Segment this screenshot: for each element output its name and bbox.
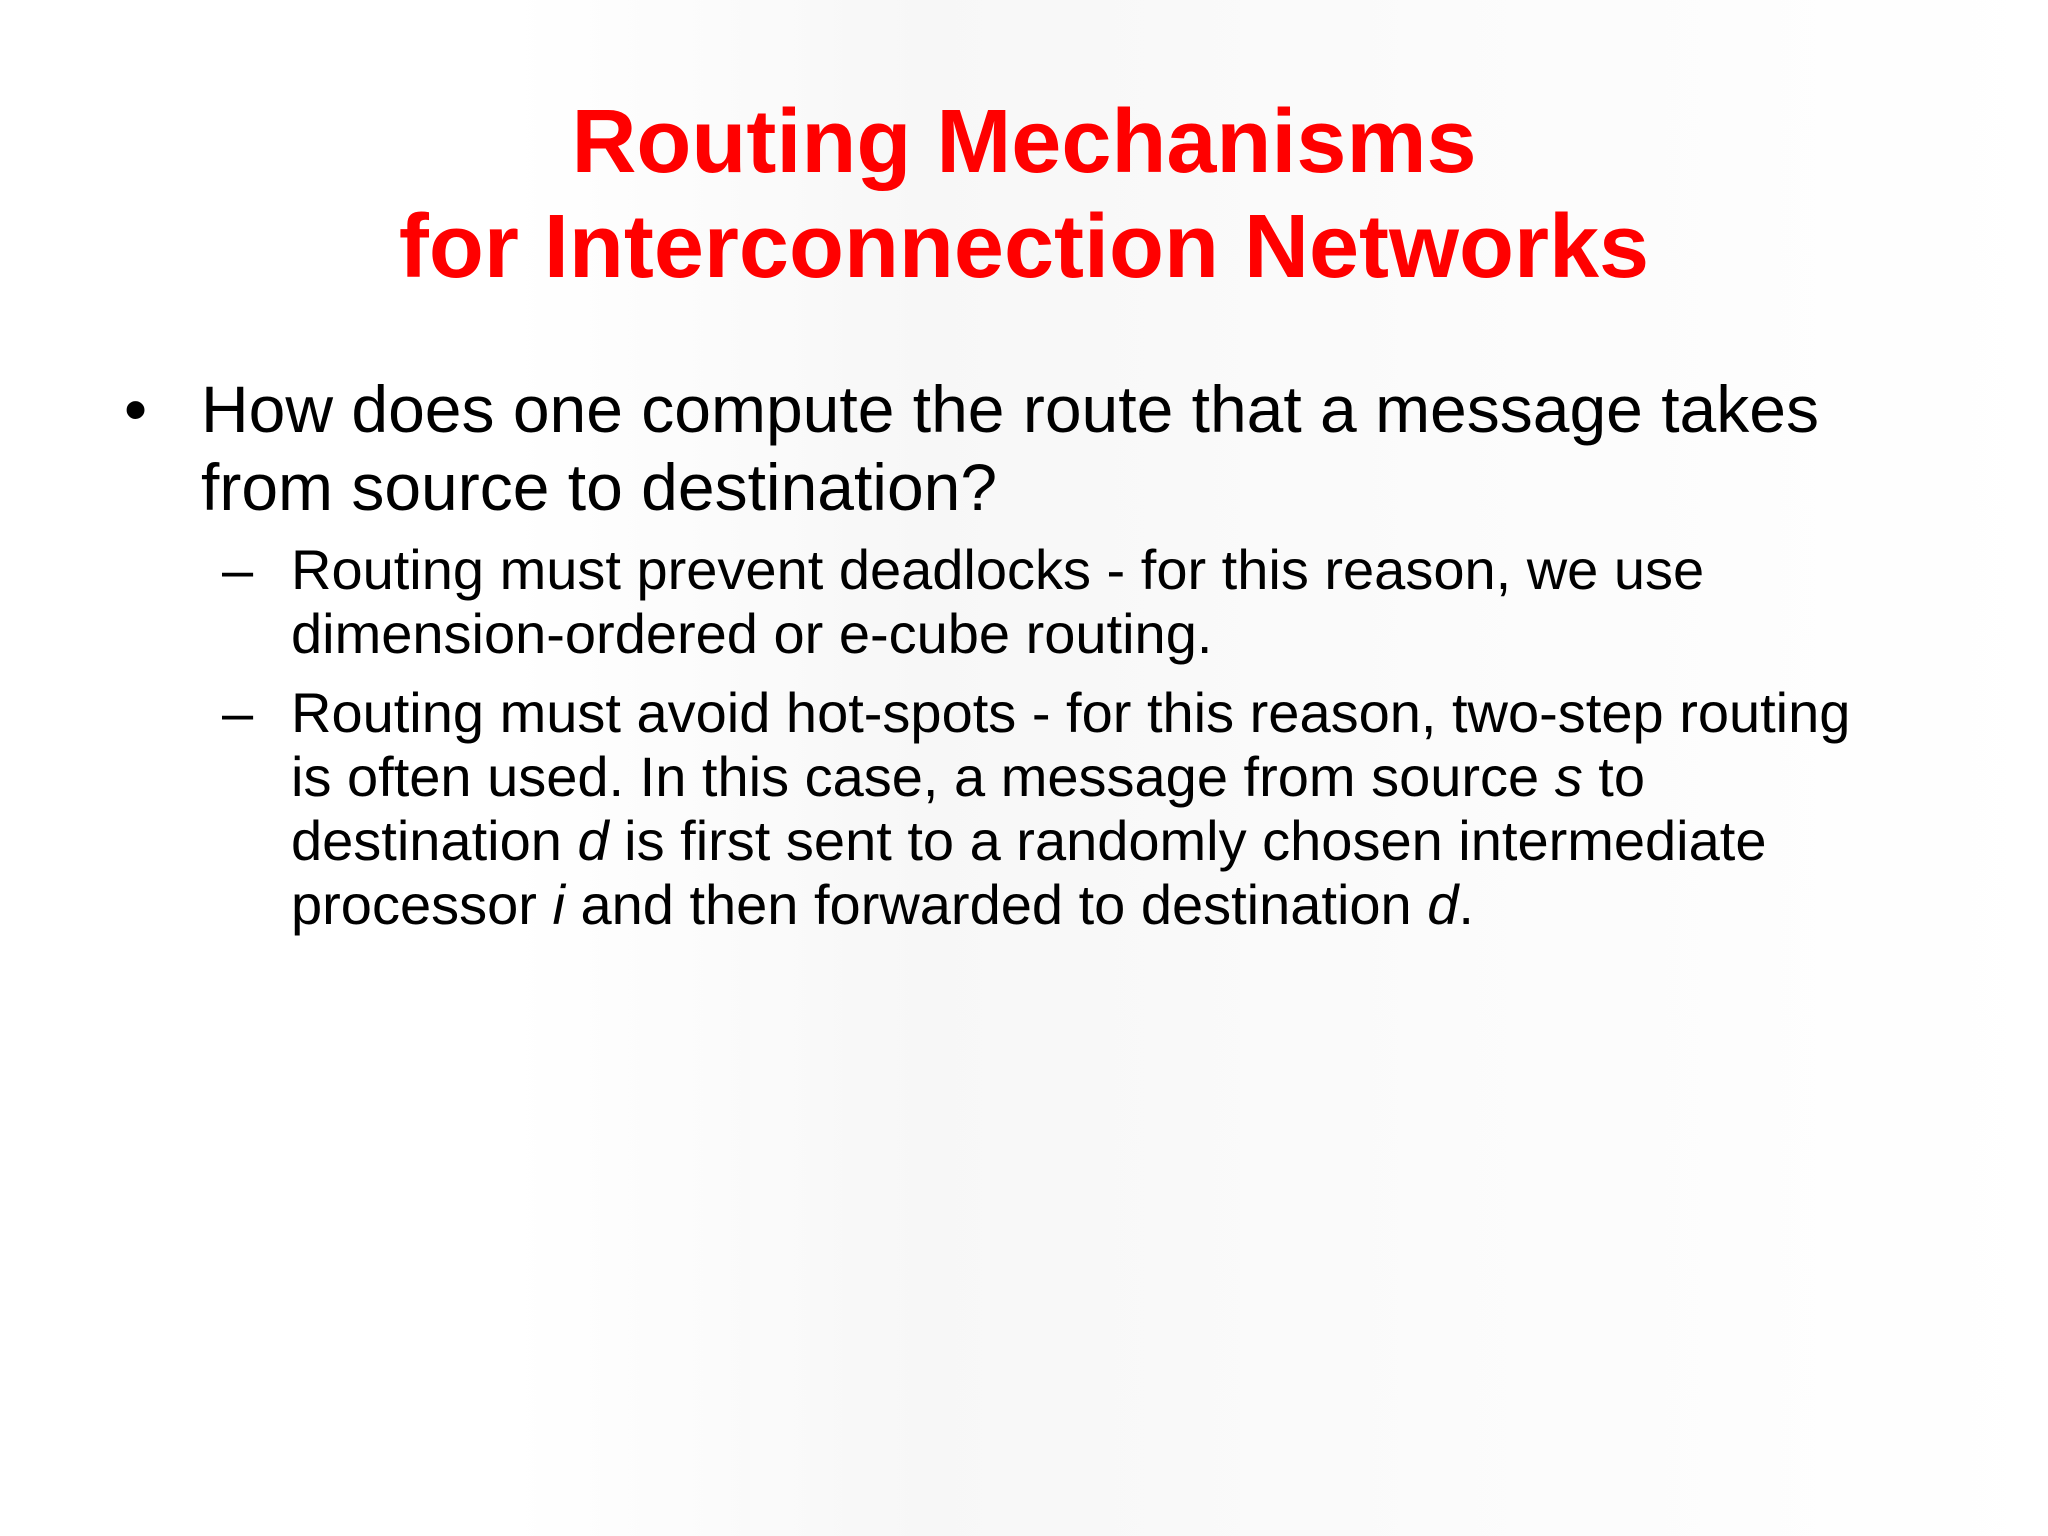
variable-d: d [1427, 873, 1459, 936]
sub-bullet-text [291, 681, 1991, 937]
main-bullet-text [201, 370, 1941, 526]
sub-bullet-line [291, 873, 1991, 937]
main-bullet-line-2: from source to destination? [201, 450, 998, 524]
text-run: and then forwarded to destination [564, 873, 1428, 936]
text-run: to [1582, 745, 1645, 808]
text-run: processor [291, 873, 553, 936]
text-run: destination [291, 809, 578, 872]
sub-bullet-line: Routing must avoid hot-spots - for this reason, two-step routing [291, 681, 1851, 744]
sub-bullet-marker: – [222, 538, 254, 601]
slide-title-line-1: Routing Mechanisms [571, 92, 1477, 192]
sub-bullet-marker: – [222, 681, 254, 744]
sub-bullet-text [291, 538, 1991, 666]
variable-d: d [577, 809, 609, 872]
text-run: is first sent to a randomly chosen intermediate [608, 809, 1767, 872]
variable-s: s [1554, 745, 1583, 808]
text-run: . [1458, 873, 1474, 936]
sub-bullet-line: Routing must prevent deadlocks - for this reason, we use [291, 538, 1705, 601]
sub-bullet-line [291, 745, 1991, 809]
text-run: is often used. In this case, a message from source [291, 745, 1555, 808]
variable-i: i [552, 873, 565, 936]
bullet-marker: • [124, 372, 148, 446]
slide-title-line-2: for Interconnection Networks [398, 197, 1650, 297]
sub-bullet-line: dimension-ordered or e-cube routing. [291, 602, 1213, 665]
sub-bullet-line [291, 809, 1991, 873]
main-bullet-line-1: How does one compute the route that a message takes [201, 372, 1819, 446]
